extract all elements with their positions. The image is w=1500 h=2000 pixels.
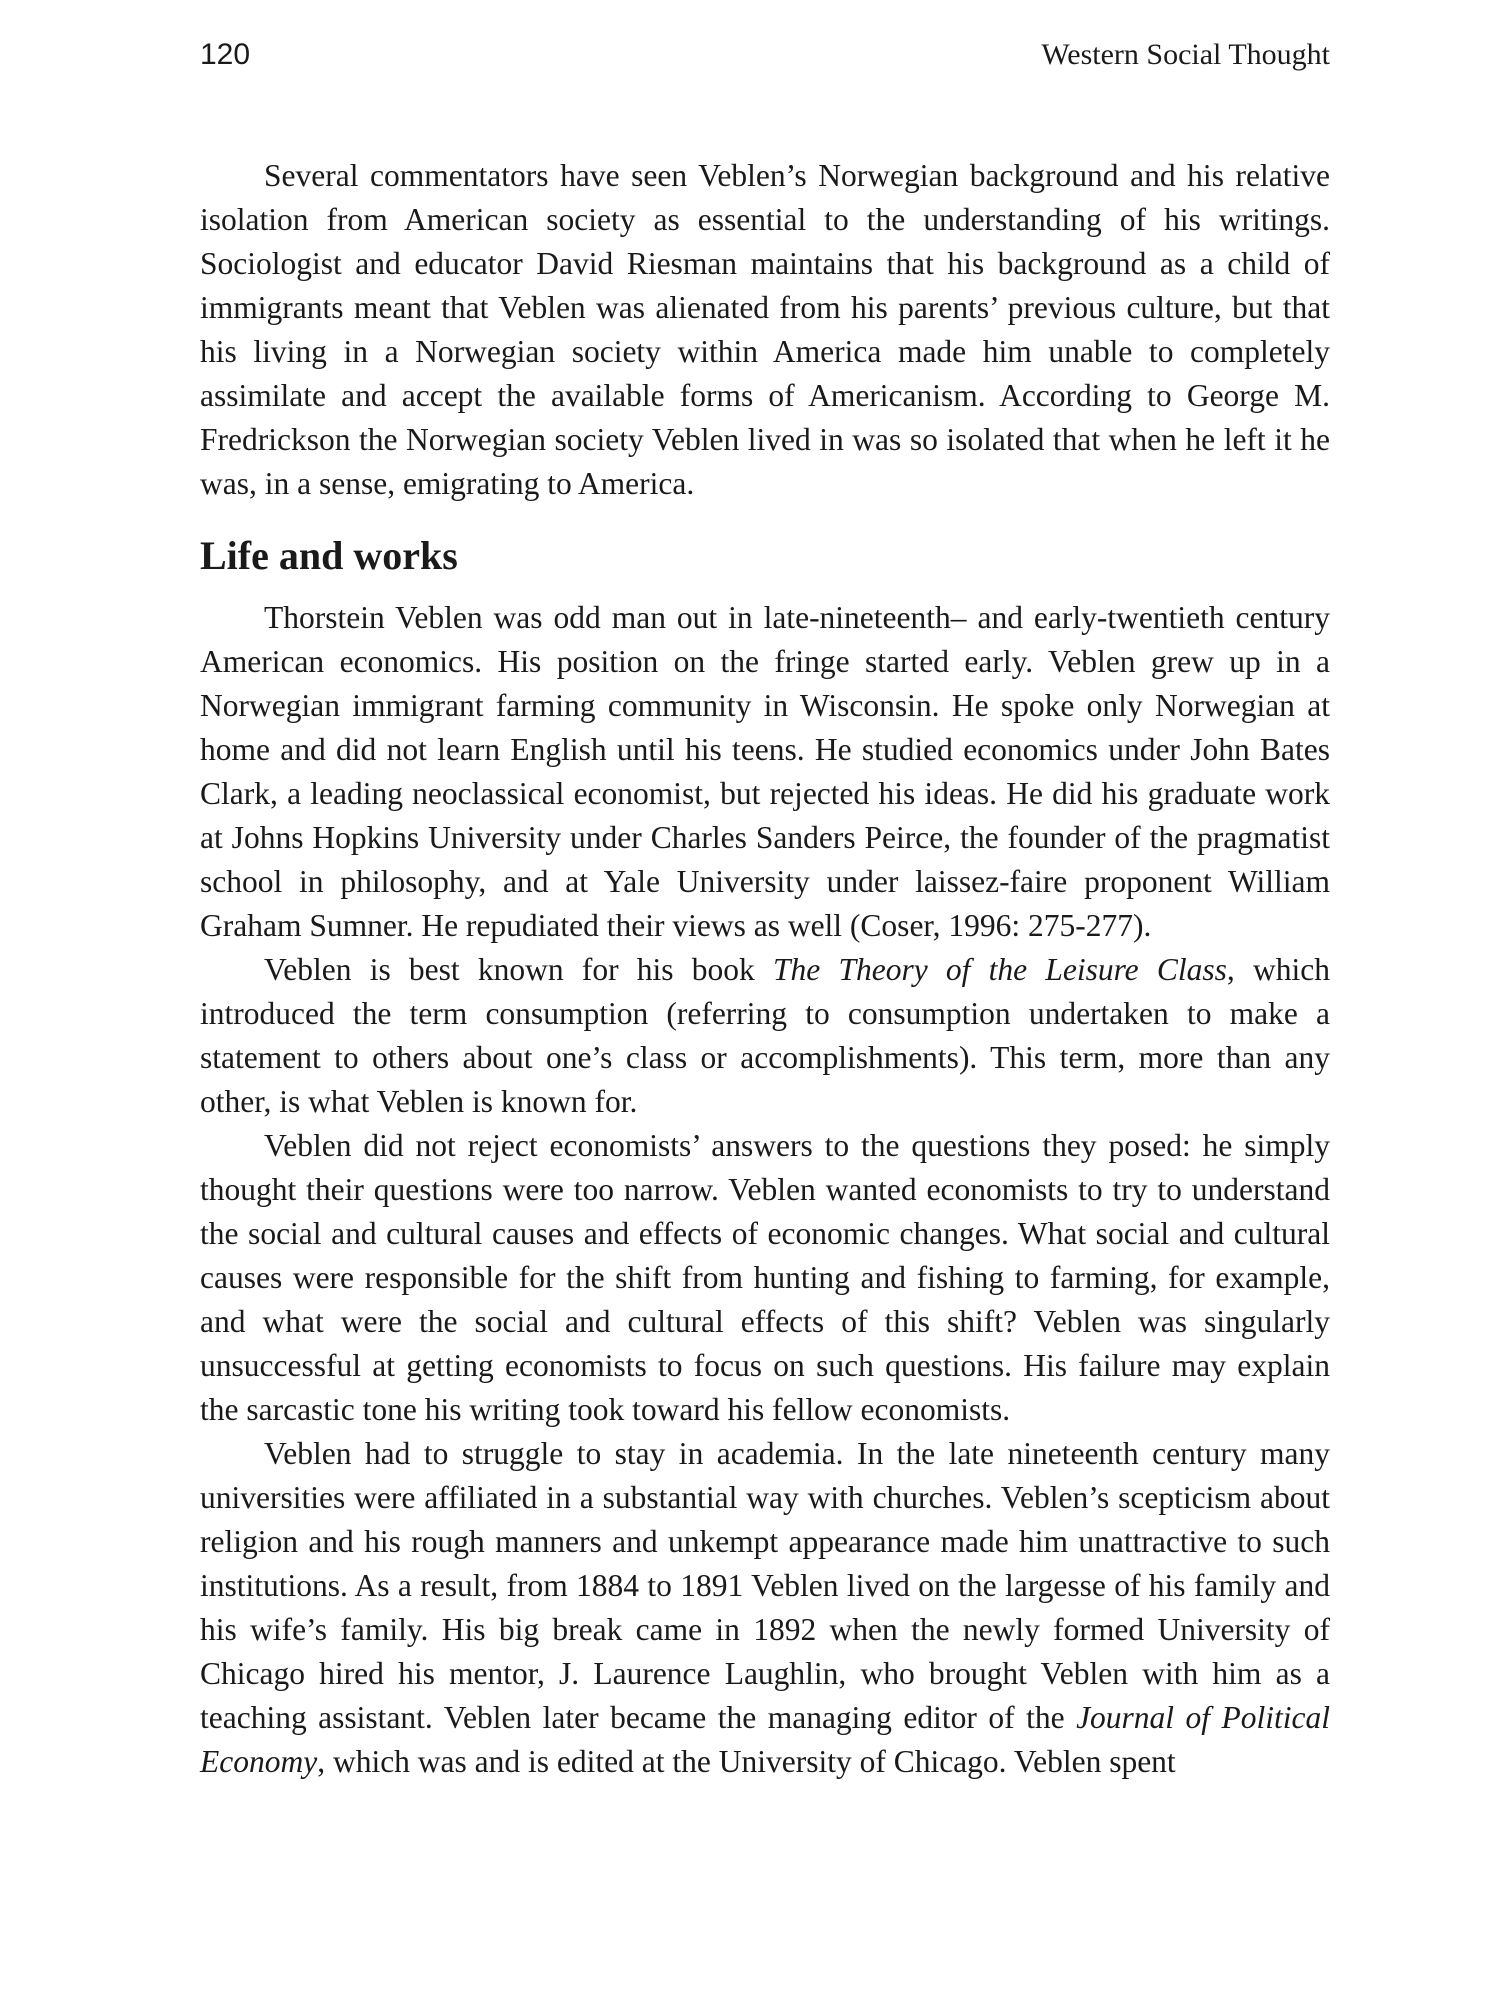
paragraph-economists-questions: Veblen did not reject economists’ answers to the questions they posed: he simply thought their questions were too narrow. Veblen wanted economists to try to understand the social and cultural causes and effects of economic changes. What social and cultural causes were responsible for the shift from hunting and fishing to farming, for example, and what were the social and cultural effects of this shift? Veblen was singularly unsuccessful at getting economists to focus on such questions. His failure may explain the sarcastic tone his writing took toward his fellow economists.: [200, 1128, 1330, 1427]
paragraph-veblen-background: Several commentators have seen Veblen’s Norwegian background and his relative isolation from American society as essential to the understanding of his writings. Sociologist and educator David Riesman maintains that his background as a child of immigrants meant that Veblen was alienated from his parents’ previous culture, but that his living in a Norwegian society within America made him unable to completely assimilate and accept the available forms of Americanism. According to George M. Fredrickson the Norwegian society Veblen lived in was so isolated that when he left it he was, in a sense, emigrating to America.: [200, 158, 1330, 501]
paragraph-text: , which introduced the term consumption (referring to consumption undertaken to make a statement to others about one’s class or accomplishments). This term, more than any other, is what Veblen is known for.: [200, 952, 1330, 1119]
running-title: Western Social Thought: [1041, 38, 1330, 71]
paragraph-text: Veblen is best known for his book: [264, 952, 773, 987]
paragraph-academia-struggle: [200, 1432, 1330, 1784]
paragraph-text: , which was and is edited at the University of Chicago. Veblen spent: [317, 1744, 1176, 1779]
book-page: [200, 38, 1330, 1784]
paragraph-text: Veblen had to struggle to stay in academia. In the late nineteenth century many universities were affiliated in a substantial way with churches. Veblen’s scepticism about religion and his rough manners and unkempt appearance made him unattractive to such institutions. As a result, from 1884 to 1891 Veblen lived on the largesse of his family and his wife’s family. His big break came in 1892 when the newly formed University of Chicago hired his mentor, J. Laurence Laughlin, who brought Veblen with him as a teaching assistant. Veblen later became the managing editor of the: [200, 1436, 1330, 1735]
running-head: [200, 38, 1330, 98]
journal-title: Journal of Political Economy: [200, 1700, 1330, 1779]
paragraph-odd-man-out: Thorstein Veblen was odd man out in late-nineteenth– and early-twentieth century American economics. His position on the fringe started early. Veblen grew up in a Norwegian immigrant farming community in Wisconsin. He spoke only Norwegian at home and did not learn English until his teens. He studied economics under John Bates Clark, a leading neoclassical economist, but rejected his ideas. He did his graduate work at Johns Hopkins University under Charles Sanders Peirce, the founder of the pragmatist school in philosophy, and at Yale University under laissez-faire proponent William Graham Sumner. He repudiated their views as well (Coser, 1996: 275-277).: [200, 600, 1330, 943]
paragraph-leisure-class: [200, 948, 1330, 1124]
book-title: The Theory of the Leisure Class: [772, 952, 1227, 987]
page-number: 120: [200, 38, 251, 71]
section-heading: Life and works: [200, 533, 458, 578]
